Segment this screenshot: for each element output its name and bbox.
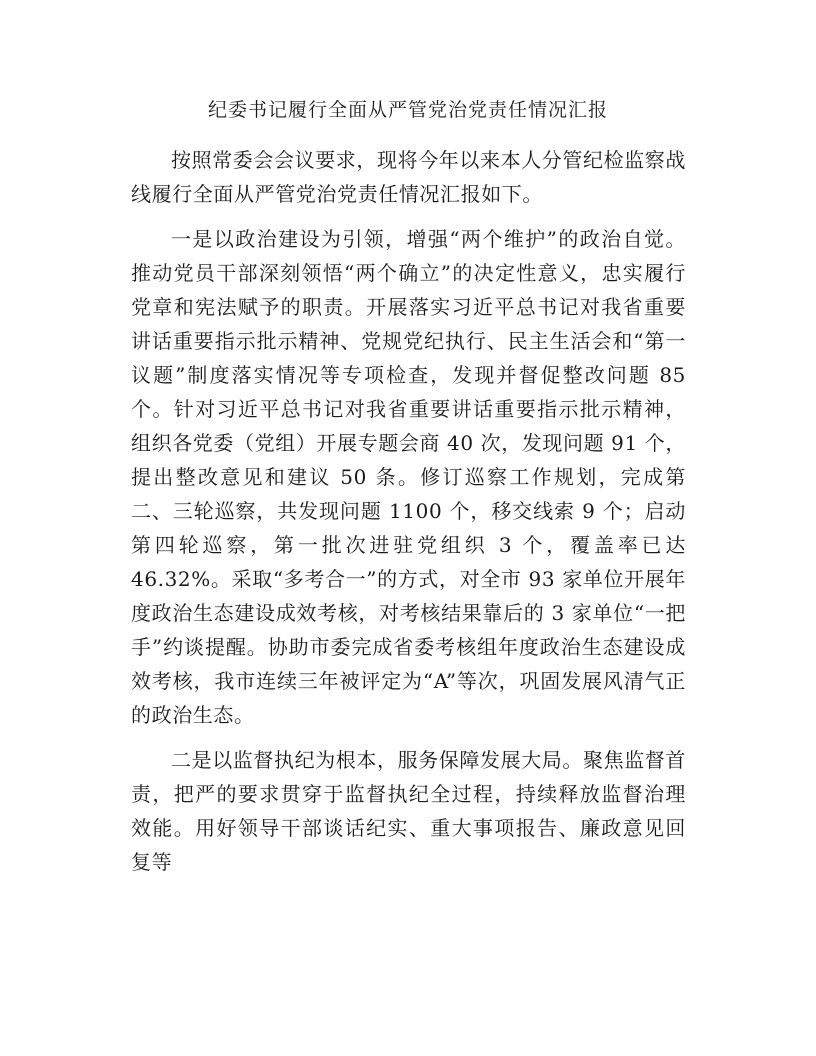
paragraph-supervision: 二是以监督执纪为根本，服务保障发展大局。聚焦监督首责，把严的要求贯穿于监督执纪全过程，持续释放监督治理效能。用好领导干部谈话纪实、重大事项报告、廉政意见回复等 [131,748,686,874]
paragraph-political-construction: 一是以政治建设为引领，增强“两个维护”的政治自觉。推动党员干部深刻领悟“两个确立”的决定性意义，忠实履行党章和宪法赋予的职责。开展落实习近平总书记对我省重要讲话重要指示批示精神、党规党纪执行、民主生活会和“第一议题”制度落实情况等专项检查，发现并督促整改问题 85 个。针对习近平总书记对我省重要讲话重要指示批示精神，组织各党委（党组）开展专题会商 40 次，发现问题 91 个，提出整改意见和建议 50 条。修订巡察工作规划，完成第二、三轮巡察，共发现问题 1100 个，移交线索 9 个；启动第四轮巡察，第一批次进驻党组织 3 个，覆盖率已达 46.32%。采取“多考合一”的方式，对全市 93 家单位开展年度政治生态建设成效考核，对考核结果靠后的 3 家单位“一把手”约谈提醒。协助市委完成省委考核组年度政治生态建设成效考核，我市连续三年被评定为“A”等次，巩固发展风清气正的政治生态。 [131,227,686,727]
paragraph-intro: 按照常委会会议要求，现将今年以来本人分管纪检监察战线履行全面从严管党治党责任情况汇报如下。 [131,148,686,206]
document-title: 纪委书记履行全面从严管党治党责任情况汇报 [207,99,608,121]
document-body [131,143,686,890]
